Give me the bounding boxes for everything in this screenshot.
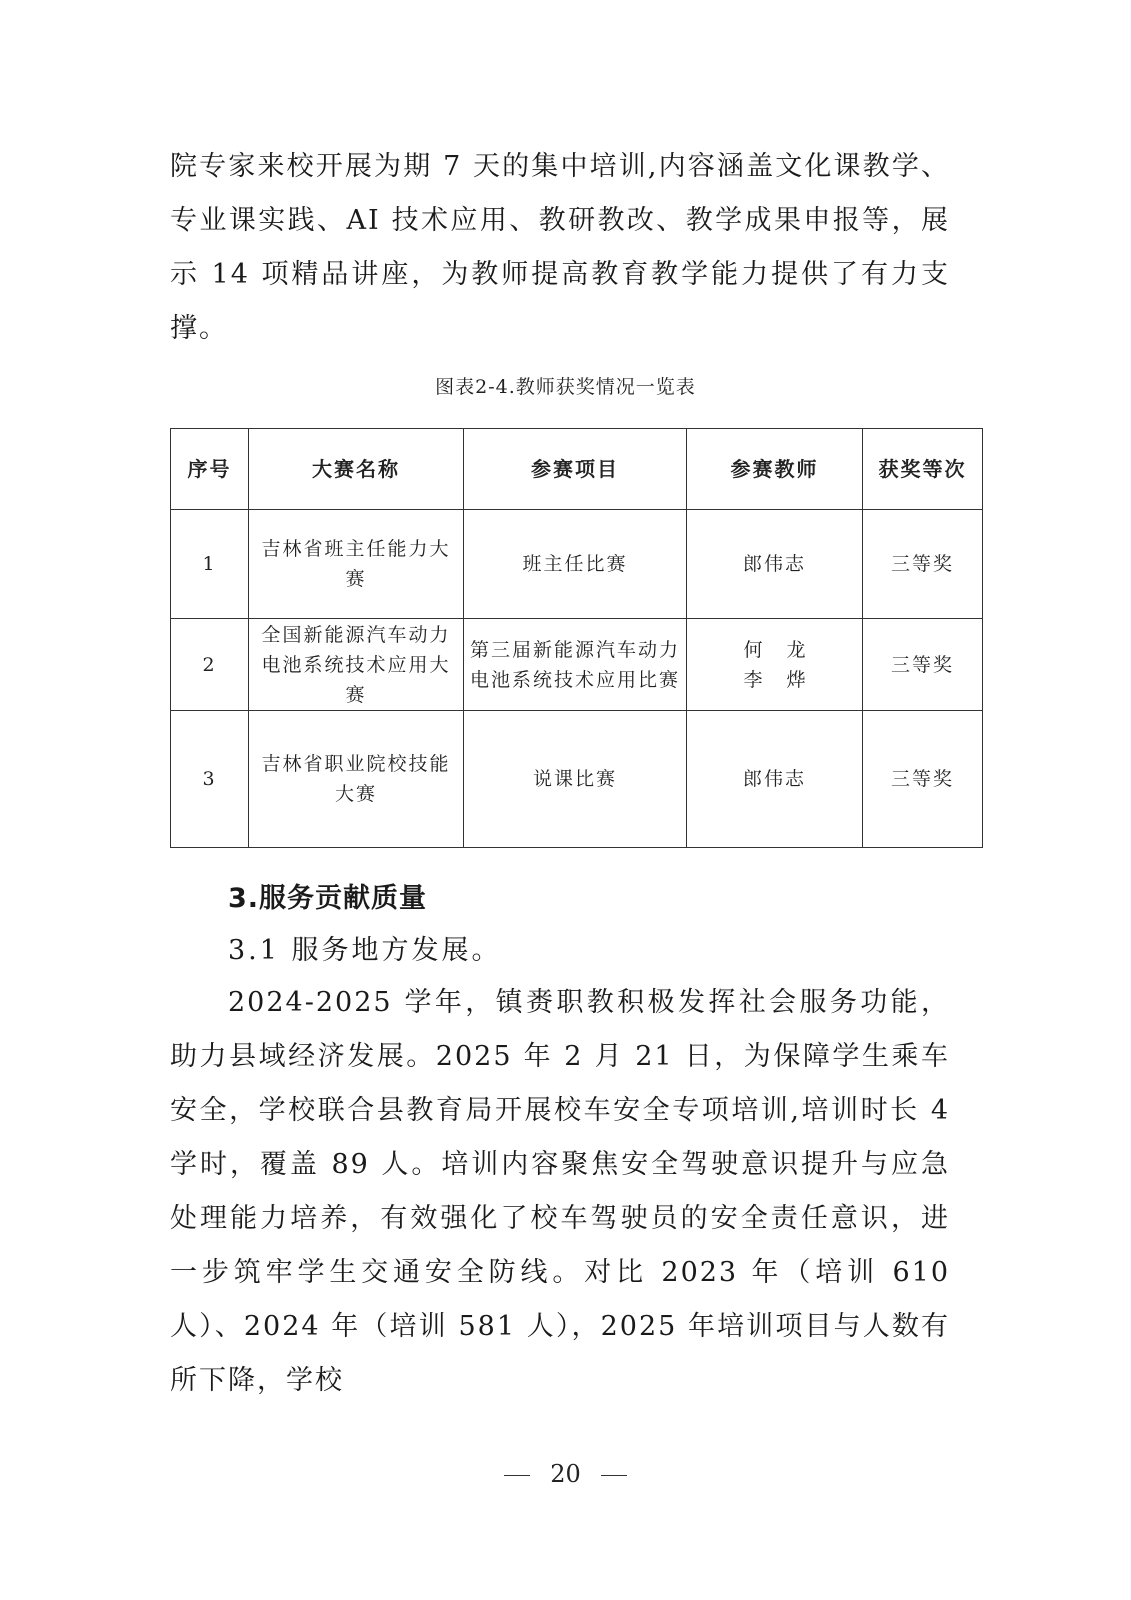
subsection-heading: 3.1 服务地方发展。	[228, 935, 502, 966]
table-header-row	[171, 429, 983, 510]
cell-teachers	[687, 510, 863, 619]
cell-award: 三等奖	[863, 510, 983, 619]
header-event: 参赛项目	[464, 429, 687, 510]
header-competition: 大赛名称	[249, 429, 464, 510]
cell-teachers	[687, 711, 863, 848]
page-footer	[0, 1460, 1131, 1488]
cell-award: 三等奖	[863, 711, 983, 848]
body-paragraph: 2024-2025 学年，镇赉职教积极发挥社会服务功能，助力县域经济发展。2025 年 2 月 21 日，为保障学生乘车安全，学校联合县教育局开展校车安全专项培训,培训时长 4 学时，覆盖 89 人。培训内容聚焦安全驾驶意识提升与应急处理能力培养，有效强化了校车驾驶员的安全责任意识，进一步筑牢学生交通安全防线。对比 2023 年（培训 610 人）、2024 年（培训 581 人），2025 年培训项目与人数有所下降，学校	[170, 987, 950, 1396]
teacher-name: 何龙	[743, 638, 830, 661]
teacher-awards-table	[170, 428, 983, 848]
cell-competition: 吉林省职业院校技能大赛	[249, 711, 464, 848]
page-number: 20	[550, 1460, 581, 1488]
header-award: 获奖等次	[863, 429, 983, 510]
cell-teachers	[687, 619, 863, 711]
teacher-name: 李烨	[743, 668, 830, 691]
cell-index: 3	[171, 711, 249, 848]
cell-competition: 吉林省班主任能力大赛	[249, 510, 464, 619]
table-caption: 图表2-4.教师获奖情况一览表	[435, 376, 696, 398]
cell-event: 班主任比赛	[464, 510, 687, 619]
intro-paragraph: 院专家来校开展为期 7 天的集中培训,内容涵盖文化课教学、专业课实践、AI 技术应用、教研教改、教学成果申报等，展示 14 项精品讲座，为教师提高教育教学能力提供了有力支撑。	[170, 151, 950, 344]
cell-index: 2	[171, 619, 249, 711]
cell-event: 第三届新能源汽车动力电池系统技术应用比赛	[464, 619, 687, 711]
table-row	[171, 619, 983, 711]
section-heading: 3.服务贡献质量	[228, 883, 428, 914]
header-teachers: 参赛教师	[687, 429, 863, 510]
cell-event: 说课比赛	[464, 711, 687, 848]
cell-award: 三等奖	[863, 619, 983, 711]
table-row	[171, 711, 983, 848]
teacher-name: 郎伟志	[742, 768, 806, 790]
cell-index: 1	[171, 510, 249, 619]
table-row	[171, 510, 983, 619]
cell-competition: 全国新能源汽车动力电池系统技术应用大赛	[249, 619, 464, 711]
teacher-name: 郎伟志	[742, 553, 806, 575]
footer-dash-left	[504, 1475, 530, 1476]
footer-dash-right	[601, 1475, 627, 1476]
header-index: 序号	[171, 429, 249, 510]
